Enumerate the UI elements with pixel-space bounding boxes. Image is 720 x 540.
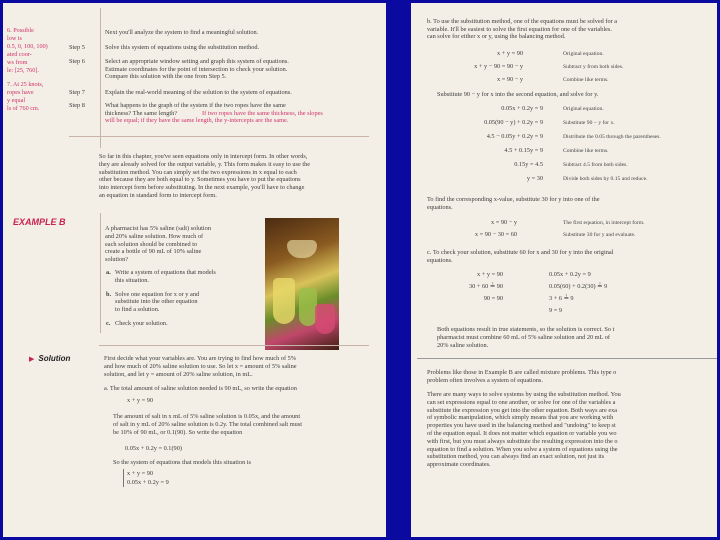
margin-line: ls of 760 cm. <box>7 105 40 112</box>
equation-step: 0.05x + 0.2y = 9 <box>501 105 543 112</box>
margin-line: ws from <box>7 59 28 66</box>
margin-line: le: [25, 760]. <box>7 67 39 74</box>
equation-step: 0.15y = 4.5 <box>514 161 543 168</box>
paragraph-line: So far in this chapter, you've seen equations only in intercept form. In other words, <box>99 153 308 160</box>
step-text: Solve this system of equations using the substitution method. <box>105 44 260 51</box>
solution-line: and how much of 20% saline solution to use. So let x = amount of 5% saline <box>104 362 297 370</box>
equation-step: 4.5 − 0.05y + 0.2y = 9 <box>486 133 543 140</box>
mixture-line: problem often involves a system of equations. <box>427 376 543 384</box>
final-line: of symbolic manipulation, which simply means that you are working with <box>427 414 614 422</box>
margin-line: 7. At 25 knots, <box>7 81 44 88</box>
part-b-line: b. To use the substitution method, one of the equations must be solved for a <box>427 18 618 25</box>
system-eq: 0.05x + 0.2y = 9 <box>127 479 169 486</box>
final-line: with first, but you must always substitute the resulting expression into the o <box>427 437 618 445</box>
part-c-line: equations. <box>427 256 453 264</box>
equation-step: x = 90 − 30 = 60 <box>474 231 517 238</box>
paragraph-line: into intercept form before substituting. In the next example, you'll have to change <box>99 184 305 192</box>
solution-title: Solution <box>38 354 71 363</box>
part-line: Solve one equation for x or y and <box>115 290 200 298</box>
step-note: Combine like terms. <box>563 76 609 83</box>
final-line: substitution method, you can always find an exact solution, not just its <box>427 453 605 461</box>
step-note: Substitute 30 for y and evaluate. <box>563 231 636 238</box>
step-note: The first equation, in intercept form. <box>563 219 645 226</box>
check-eq-right: 3 + 6 ≟ 9 <box>549 295 574 302</box>
step-text-line: What happens to the graph of the system if the two ropes have the same <box>105 102 286 109</box>
margin-line: 0.5, 0, 100, 100) <box>7 43 48 50</box>
part-b-line: variable. It'll be easiest to solve the first equation for one of the variables. <box>427 25 612 33</box>
step-note: Divide both sides by 0.15 and reduce. <box>563 175 648 182</box>
equation-step: x = 90 − y <box>491 219 517 226</box>
step-note: Original equation. <box>563 105 604 112</box>
final-line: equation to find a solution. When you solve a system of equations using the <box>427 445 618 453</box>
part-line: Check your solution. <box>115 320 168 327</box>
right-textbook-page <box>411 3 717 537</box>
part-letter: a. <box>106 269 111 276</box>
example-title: EXAMPLE B <box>13 217 66 227</box>
solution-header <box>29 348 70 366</box>
part-b-line: can solve for either x or y, using the balancing method. <box>427 33 566 41</box>
mixture-line: Problems like those in Example B are called mixture problems. This type o <box>427 369 617 376</box>
step-note: Subtract y from both sides. <box>563 63 624 70</box>
part-a-line: a. The total amount of saline solution needed is 90 mL, so write the equation <box>104 385 297 392</box>
final-line: substitute the expression you get into the other equation. Both ways are exa <box>427 406 618 414</box>
step-note: Substitute 90 − y for x. <box>563 119 615 126</box>
triangle-bullet-icon: ▶ <box>29 355 35 363</box>
conclusion-line: pharmacist must combine 60 mL of 5% saline solution and 20 mL of <box>437 333 611 341</box>
example-divider <box>100 213 101 333</box>
solution-line: solution, and let y = amount of 20% saline solution, in mL. <box>104 370 253 378</box>
equation-step: x = 90 − y <box>497 76 523 83</box>
step-note: Subtract 4.5 from both sides. <box>563 161 628 168</box>
equation-step: y = 30 <box>526 175 543 182</box>
part-line: to find a solution. <box>115 306 160 314</box>
equation-step: 0.05(90 − y) + 0.2y = 9 <box>484 119 543 126</box>
step-text-line: thickness? The same length? <box>105 109 178 117</box>
divider <box>99 345 369 346</box>
final-line: approximate coordinates. <box>427 461 491 469</box>
step-note: Distribute the 0.05 through the parentheses. <box>563 133 661 140</box>
solution-line: First decide what your variables are. You are trying to find how much of 5% <box>104 355 297 362</box>
part-c-line: c. To check your solution, substitute 60 for x and 30 for y into the original <box>427 249 614 256</box>
margin-line: ropes have <box>7 89 34 96</box>
equation-step: x + y − 90 = 90 − y <box>474 63 523 70</box>
step-note: Original equation. <box>563 50 604 57</box>
margin-line: low is <box>7 35 22 42</box>
check-eq-left: 30 + 60 ≟ 90 <box>468 283 503 290</box>
check-eq-right: 0.05(60) + 0.2(30) ≟ 9 <box>549 283 608 290</box>
step-label: Step 7 <box>69 89 85 96</box>
step-text-line: Estimate coordinates for the point of intersection to check your solution. <box>105 65 288 73</box>
amount-line: of salt in y mL of 20% saline solution is 0.2y. The total combined salt must <box>113 420 303 428</box>
paragraph-line: they are already solved for the output variable, y. This form makes it easy to use the <box>99 160 311 168</box>
system-eq: x + y = 90 <box>127 470 153 477</box>
step8-answer: If two ropes have the same thickness, the slopes <box>202 109 323 117</box>
example-line: A pharmacist has 5% saline (salt) solution <box>105 225 211 232</box>
equation-2: 0.05x + 0.2y = 0.1(90) <box>125 445 182 452</box>
step8-answer: will be equal; if they have the same length, the y-intercepts are the same. <box>105 117 289 124</box>
divider <box>417 358 717 359</box>
find-x-line: equations. <box>427 203 453 211</box>
paragraph-line: an equation in standard form to intercept form. <box>99 192 217 199</box>
part-line: substitute into the other equation <box>115 298 198 306</box>
amount-line: The amount of salt in x mL of 5% saline solution is 0.05x, and the amount <box>113 413 301 420</box>
system-brace <box>123 469 125 487</box>
step-note: Combine like terms. <box>563 147 609 154</box>
equation-1: x + y = 90 <box>127 397 153 404</box>
margin-line: y equal <box>7 97 26 104</box>
substitute-line: Substitute 90 − y for x into the second equation, and solve for y. <box>437 91 599 98</box>
beakers-photo <box>265 218 339 350</box>
paragraph-line: other because they are both equal to y. Sometimes you have to put the equations <box>99 176 301 184</box>
margin-line: ated coor- <box>7 51 32 58</box>
check-eq-right: 0.05x + 0.2y = 9 <box>549 271 591 278</box>
final-line: of the equation equal. It does not matter which equation or variable you wo <box>427 430 617 437</box>
part-letter: c. <box>106 320 111 327</box>
amount-line: be 10% of 90 mL, or 0.1(90). So write the equation <box>113 428 243 436</box>
intro-text: Next you'll analyze the system to find a meaningful solution. <box>105 29 259 36</box>
margin-line: 6. Possible <box>7 27 34 34</box>
equation-step: 4.5 + 0.15y = 9 <box>504 147 543 154</box>
conclusion-line: Both equations result in true statements, so the solution is correct. So t <box>437 326 615 333</box>
step-label: Step 8 <box>69 102 85 109</box>
final-line: properties you have used in the balancing method and "undoing" to keep st <box>427 422 616 430</box>
final-line: There are many ways to solve systems by using the substitution method. You <box>427 391 621 398</box>
check-eq-left: x + y = 90 <box>477 271 503 278</box>
example-line: solution? <box>105 256 129 264</box>
find-x-line: To find the corresponding x-value, substitute 30 for y into one of the <box>427 196 600 203</box>
divider <box>69 136 369 137</box>
step-text: Explain the real-world meaning of the solution to the system of equations. <box>105 89 292 96</box>
part-line: Write a system of equations that models <box>115 269 216 276</box>
step-label: Step 6 <box>69 58 85 65</box>
step-label: Step 5 <box>69 44 85 51</box>
example-line: create a bottle of 90 mL of 10% saline <box>105 248 202 256</box>
part-letter: b. <box>106 290 112 298</box>
paragraph-line: substitution method. You can simply set the two expressions in x equal to each <box>99 168 297 176</box>
example-line: and 20% saline solution. How much of <box>105 232 204 240</box>
step-text-line: Select an appropriate window setting and graph this system of equations. <box>105 58 289 65</box>
final-line: can set expressions equal to one another, or solve for one of the variables a <box>427 398 616 406</box>
check-eq-left: 90 = 90 <box>483 295 503 302</box>
system-line: So the system of equations that models this situation is <box>113 459 251 466</box>
check-eq-right: 9 = 9 <box>549 307 562 314</box>
left-textbook-page <box>3 3 386 537</box>
example-line: each solution should be combined to <box>105 240 198 248</box>
part-line: this situation. <box>115 276 149 284</box>
margin-divider <box>100 8 101 148</box>
step-text-line: Compare this solution with the one from Step 5. <box>105 73 227 80</box>
conclusion-line: 20% saline solution. <box>437 341 489 349</box>
equation-step: x + y = 90 <box>497 50 523 57</box>
